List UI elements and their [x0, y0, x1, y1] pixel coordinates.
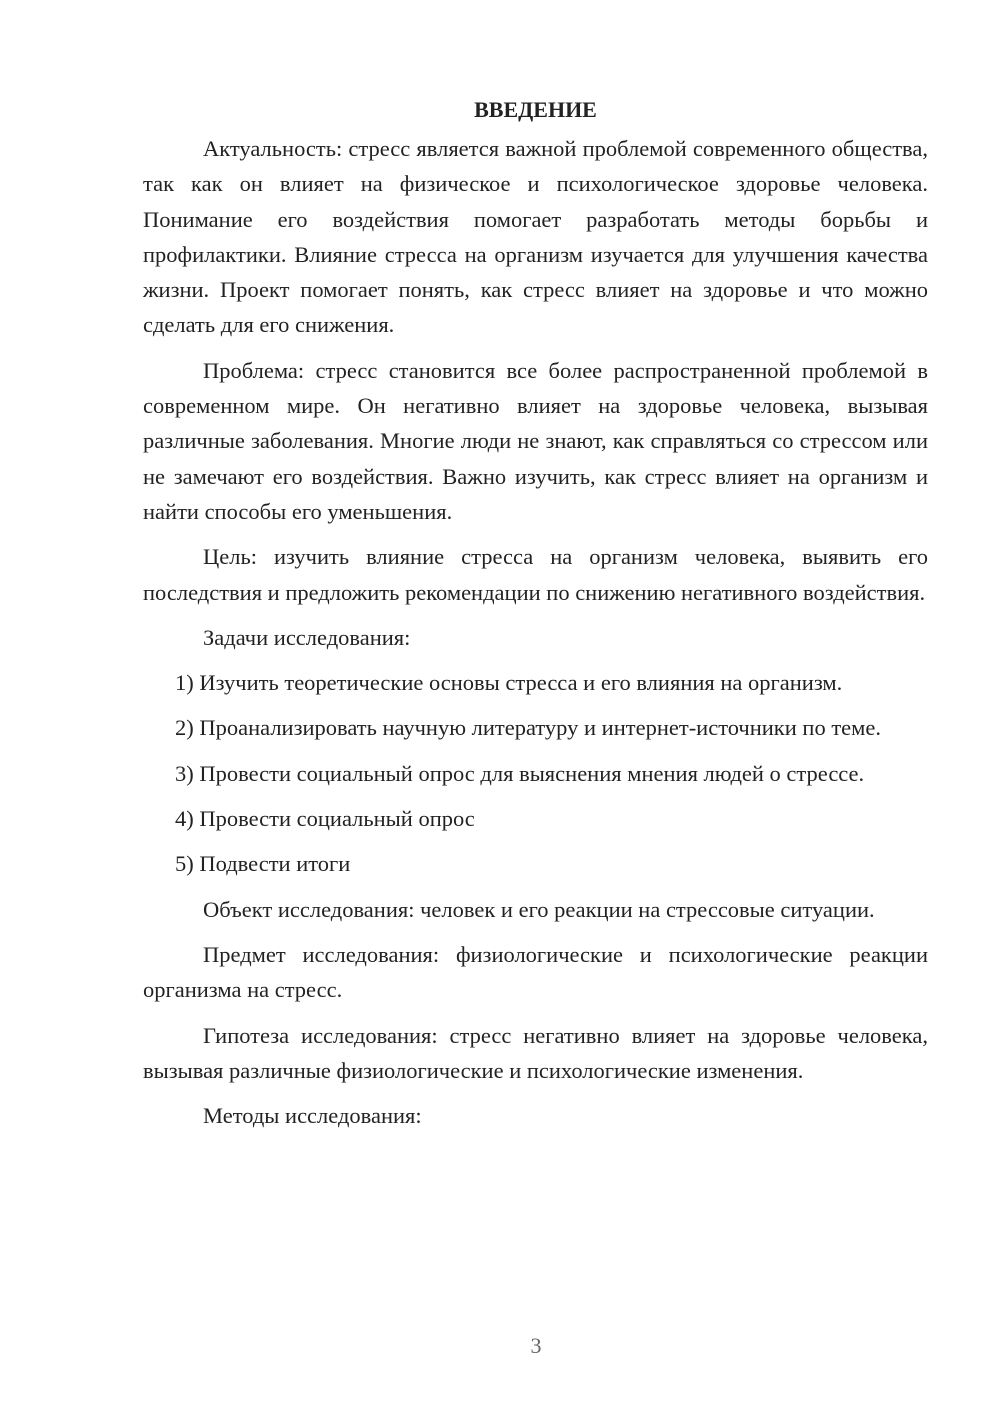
- task-item-2: 2) Проанализировать научную литературу и интернет-источники по теме.: [175, 715, 881, 741]
- tasks-heading: Задачи исследования:: [203, 624, 411, 650]
- task-item-3: 3) Провести социальный опрос для выяснения мнения людей о стрессе.: [175, 760, 865, 786]
- task-item-1: 1) Изучить теоретические основы стресса и его влияния на организм.: [175, 670, 843, 696]
- object-paragraph: Объект исследования: человек и его реакции на стрессовые ситуации.: [203, 896, 875, 922]
- relevance-paragraph: Актуальность: стресс является важной проблемой современного общества, так как он влияет на физическое и психологическое здоровье человека. Понимание его воздействия помогает разработать методы борьбы и профилактики. Влияние стресса на организм изучается для улучшения качества жизни. Проект помогает понять, как стресс влияет на здоровье и что можно сделать для его снижения.: [143, 136, 928, 338]
- task-item-5: 5) Подвести итоги: [175, 851, 351, 877]
- page-number: 3: [530, 1333, 542, 1358]
- problem-paragraph: Проблема: стресс становится все более распространенной проблемой в современном мире. Он негативно влияет на здоровье человека, вызывая различные заболевания. Многие люди не знают, как справляться со стрессом или не замечают его воздействия. Важно изучить, как стресс влияет на организм и найти способы его уменьшения.: [143, 357, 928, 524]
- subject-paragraph: Предмет исследования: физиологические и психологические реакции организма на стресс.: [143, 941, 928, 1003]
- task-item-4: 4) Провести социальный опрос: [175, 806, 475, 832]
- goal-paragraph: Цель: изучить влияние стресса на организм человека, выявить его последствия и предложить рекомендации по снижению негативного воздействия.: [143, 544, 928, 605]
- document-body: [143, 92, 928, 1143]
- hypothesis-paragraph: Гипотеза исследования: стресс негативно влияет на здоровье человека, вызывая различные физиологические и психологические изменения.: [143, 1022, 928, 1083]
- page-title: ВВЕДЕНИЕ: [474, 97, 597, 122]
- methods-heading: Методы исследования:: [203, 1103, 422, 1129]
